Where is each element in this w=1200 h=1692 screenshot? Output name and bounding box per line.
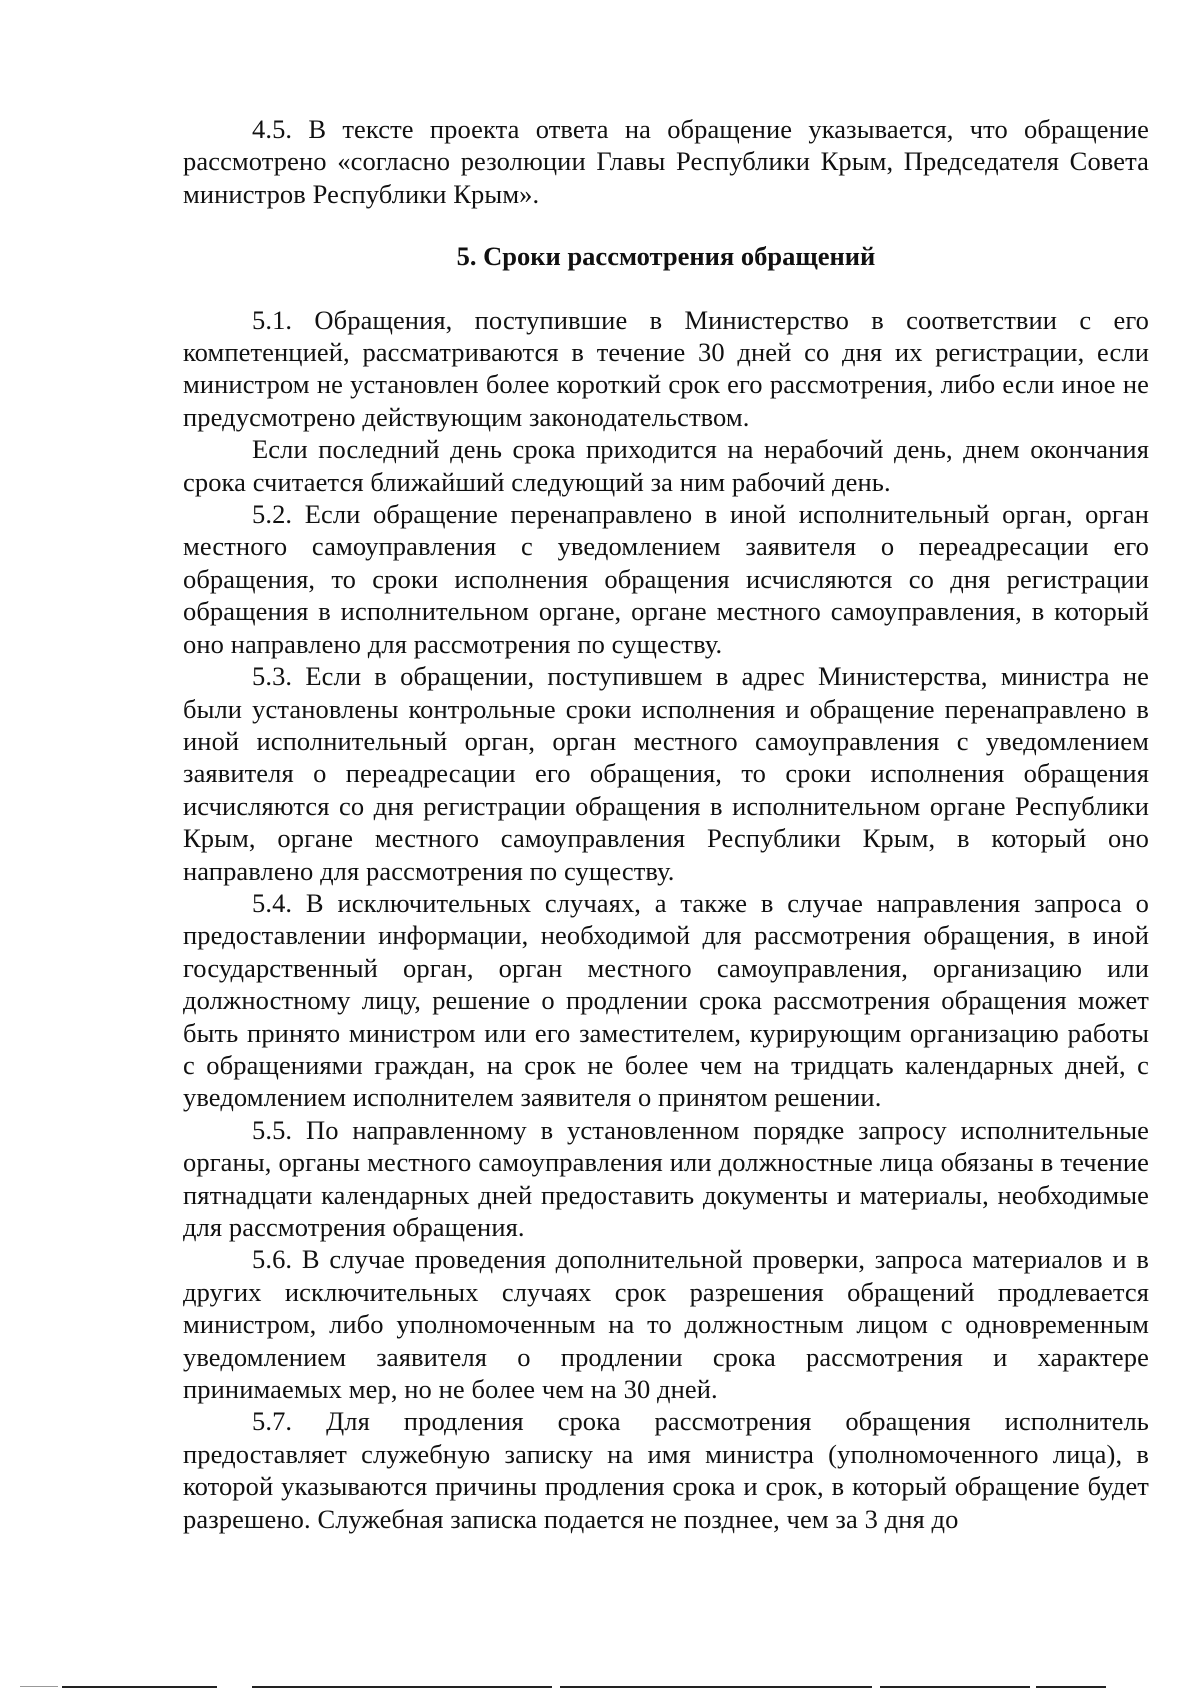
scan-line-segment (560, 1686, 872, 1688)
paragraph-4-5: 4.5. В тексте проекта ответа на обращение указывается, что обращение рассмотрено «согласно резолюции Главы Республики Крым, Председателя Совета министров Республики Крым». (183, 114, 1149, 209)
paragraph-5-7: 5.7. Для продления срока рассмотрения обращения исполнитель предоставляет служебную записку на имя министра (уполномоченного лица), в которой указываются причины продления срока и срок, в который обращение будет разрешено. Служебная записка подается не позднее, чем за 3 дня до (183, 1406, 1149, 1534)
scan-line-segment (20, 1686, 58, 1687)
paragraph-5-3: 5.3. Если в обращении, поступившем в адрес Министерства, министра не были установлены контрольные сроки исполнения и обращение перенаправлено в иной исполнительный орган, орган местного самоуправления с уведомлением заявителя о переадресации его обращения, то сроки исполнения обращения исчисляются со дня регистрации обращения в исполнительном органе Республики Крым, органе местного самоуправления Республики Крым, в который оно направлено для рассмотрения по существу. (183, 661, 1149, 886)
paragraph-5-1: 5.1. Обращения, поступившие в Министерство в соответствии с его компетенцией, рассматриваются в течение 30 дней со дня их регистрации, если министром не установлен более короткий срок его рассмотрения, либо если иное не предусмотрено действующим законодательством. (183, 304, 1149, 432)
scan-line-segment (1036, 1686, 1106, 1688)
scan-footer-lines (0, 1682, 1200, 1692)
paragraph-5-2: 5.2. Если обращение перенаправлено в иной исполнительный орган, орган местного самоуправления с уведомлением заявителя о переадресации его обращения, то сроки исполнения обращения исчисляются со дня регистрации обращения в исполнительном органе, органе местного самоуправления, в который оно направлено для рассмотрения по существу. (183, 499, 1149, 659)
section-heading: 5. Сроки рассмотрения обращений (456, 241, 876, 272)
scan-line-segment (880, 1686, 1030, 1688)
paragraph-5-5: 5.5. По направленному в установленном порядке запросу исполнительные органы, органы местного самоуправления или должностные лица обязаны в течение пятнадцати календарных дней предоставить документы и материалы, необходимые для рассмотрения обращения. (183, 1114, 1149, 1242)
document-page (183, 113, 1149, 1535)
paragraph-5-6: 5.6. В случае проведения дополнительной проверки, запроса материалов и в других исключительных случаях срок разрешения обращений продлевается министром, либо уполномоченным на то должностным лицом с одновременным уведомлением заявителя о продлении срока рассмотрения и характере принимаемых мер, но не более чем на 30 дней. (183, 1244, 1149, 1405)
paragraph-5-4: 5.4. В исключительных случаях, а также в случае направления запроса о предоставлении информации, необходимой для рассмотрения обращения, в иной государственный орган, орган местного самоуправления, организацию или должностному лицу, решение о продлении срока рассмотрения обращения может быть принято министром или его заместителем, курирующим организацию работы с обращениями граждан, на срок не более чем на тридцать календарных дней, с уведомлением исполнителем заявителя о принятом решении. (183, 887, 1149, 1113)
scan-line-segment (252, 1686, 552, 1688)
scan-line-segment (62, 1686, 217, 1688)
paragraph-5-1-continuation: Если последний день срока приходится на нерабочий день, днем окончания срока считается ближайший следующий за ним рабочий день. (183, 434, 1149, 497)
